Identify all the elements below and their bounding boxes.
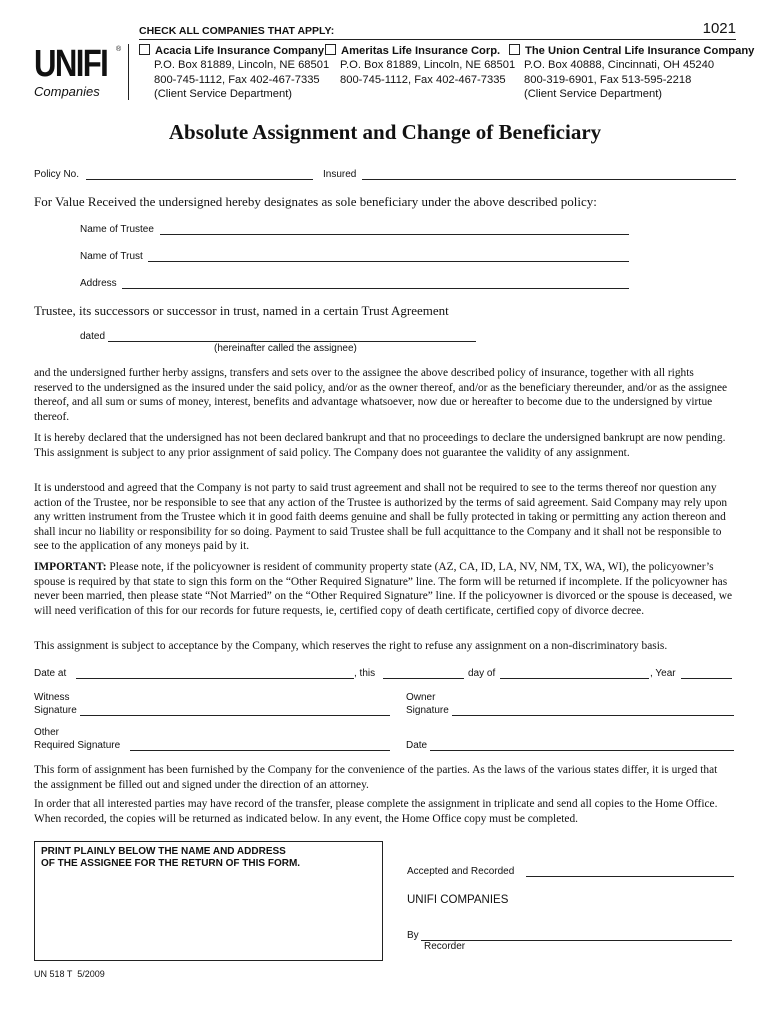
trustee-name-field[interactable]	[160, 234, 629, 235]
paragraph-attorney: This form of assignment has been furnished by the Company for the convenience of the parties. As the laws of the various states differ, it is urged that the assignment be filled out and signed under the direction of an attorney.	[34, 764, 718, 791]
assignee-return-box[interactable]	[34, 841, 383, 961]
witness-label: Witness	[34, 692, 70, 703]
day-field[interactable]	[383, 678, 464, 679]
company-name: Acacia Life Insurance Company	[155, 45, 325, 57]
date-at-field[interactable]	[76, 678, 354, 679]
owner-label: Owner	[406, 692, 436, 703]
recorder-field[interactable]	[421, 940, 732, 941]
month-field[interactable]	[500, 678, 649, 679]
paragraph-bankruptcy: It is hereby declared that the undersigned has not been declared bankrupt and that no proceedings to declare the undersigned bankrupt are now pending. This assignment is subject to any prior assignment of said policy. The Company does not guarantee the validity of any assignment.	[34, 432, 726, 459]
policy-no-label: Policy No.	[34, 169, 80, 180]
company-dept: (Client Service Department)	[154, 88, 293, 101]
important-text: Please note, if the policyowner is resident of community property state (AZ, CA, ID, LA, NV, NM, TX, WA, WI), the policyowner’s spouse is required by that state to sign this form on the “Other Required Signature” line. The form will be returned if incomplete. If the policyowner has never been married, then please state “Not Married” on the “Other Required Signature” line. If the policyowner is divorced or the spouse is deceased, we will need verification of this for our records for future requests, ie, certified copy of death certificate, certified copy of divorce decree.	[34, 561, 733, 617]
company-name: Ameritas Life Insurance Corp.	[341, 45, 501, 57]
company-phone: 800-319-6901, Fax 513-595-2218	[524, 73, 692, 86]
company-union-central	[509, 44, 754, 102]
owner-signature-label: Signature	[406, 705, 449, 716]
logo-registered: ®	[116, 46, 122, 53]
unifi-companies-label: UNIFI COMPANIES	[407, 894, 509, 906]
form-code: UN 518 T 5/2009	[34, 969, 105, 979]
company-address: P.O. Box 40888, Cincinnati, OH 45240	[524, 59, 715, 72]
important-label: IMPORTANT:	[34, 561, 107, 573]
paragraph-trustee-terms: It is understood and agreed that the Company is not party to said trust agreement and shall not be required to see to the terms thereof nor question any action of the Trustee, nor be responsible to see that any action of the Trustee is authorized by the terms of said agreement. Said Company may rely upon any written instrument from the Trustee which it in good faith deems genuine and shall be fully protected in taking or permitting any action thereon and shall incur no liability or responsibility for so doing. Payment to said Trustee shall be full acquittance to the Company and it shall not be responsible to see to the application of any moneys paid by it.	[34, 482, 728, 553]
header-rule	[139, 39, 736, 40]
witness-signature-field[interactable]	[80, 715, 390, 716]
checkbox-union-central[interactable]	[509, 44, 520, 55]
company-acacia	[139, 44, 329, 102]
dated-field[interactable]	[108, 341, 476, 342]
paragraph-assignment: and the undersigned further herby assigns, transfers and sets over to the assignee the above described policy of insurance, together with all rights reserved to the undersigned as the insured under the said policy, and/or as the owner thereof, and/or as the beneficiary thereunder, and/or as the assignee thereof, and all sum or sums of money, interest, benefits and advantage whatsoever, now due or hereafter to become due to the undersigned by virtue thereof.	[34, 367, 728, 423]
this-label: , this	[354, 668, 376, 679]
trust-name-field[interactable]	[148, 261, 629, 262]
insured-field[interactable]	[362, 179, 736, 180]
recorder-label: Recorder	[424, 941, 466, 952]
paragraph-triplicate: In order that all interested parties may have record of the transfer, please complete the assignment in triplicate and send all copies to the Home Office. When recorded, the copies will be returned as indicated below. In any event, the Home Office copy must be completed.	[34, 798, 718, 825]
trustee-statement: Trustee, its successors or successor in trust, named in a certain Trust Agreement	[34, 303, 449, 318]
witness-signature-label: Signature	[34, 705, 77, 716]
address-label: Address	[80, 278, 117, 289]
unifi-logo	[34, 44, 129, 104]
company-address: P.O. Box 81889, Lincoln, NE 68501	[154, 59, 330, 72]
other-signature-field[interactable]	[130, 750, 390, 751]
address-field[interactable]	[122, 288, 629, 289]
assignee-note: (hereinafter called the assignee)	[214, 343, 357, 354]
paragraph-acceptance: This assignment is subject to acceptance by the Company, which reserves the right to refuse any assignment on a non-discriminatory basis.	[34, 640, 668, 652]
page-title: Absolute Assignment and Change of Beneficiary	[168, 120, 602, 144]
date-label: Date	[406, 740, 428, 751]
year-label: , Year	[650, 668, 676, 679]
other-label: Other	[34, 727, 60, 738]
logo-wordmark: UNIFI	[34, 43, 108, 85]
company-phone: 800-745-1112, Fax 402-467-7335	[340, 73, 506, 86]
required-signature-label: Required Signature	[34, 740, 121, 751]
logo-divider	[128, 44, 129, 100]
company-address: P.O. Box 81889, Lincoln, NE 68501	[340, 59, 516, 72]
year-field[interactable]	[681, 678, 732, 679]
company-phone: 800-745-1112, Fax 402-467-7335	[154, 73, 320, 86]
accepted-recorded-label: Accepted and Recorded	[407, 866, 515, 877]
trust-name-label: Name of Trust	[80, 251, 143, 262]
date-field[interactable]	[430, 750, 734, 751]
checkbox-ameritas[interactable]	[325, 44, 336, 55]
day-of-label: day of	[468, 668, 496, 679]
trustee-name-label: Name of Trustee	[80, 224, 154, 235]
print-box-line1: PRINT PLAINLY BELOW THE NAME AND ADDRESS	[41, 846, 286, 857]
paragraph-important	[34, 560, 734, 618]
owner-signature-field[interactable]	[452, 715, 734, 716]
company-name: The Union Central Life Insurance Company	[525, 45, 755, 57]
logo-companies: Companies	[34, 84, 100, 99]
insured-label: Insured	[323, 169, 357, 180]
date-at-label: Date at	[34, 668, 67, 679]
intro-text: For Value Received the undersigned hereby designates as sole beneficiary under the above described policy:	[34, 194, 597, 209]
by-label: By	[407, 930, 419, 941]
policy-no-field[interactable]	[86, 179, 313, 180]
company-dept: (Client Service Department)	[524, 88, 663, 101]
company-ameritas	[325, 44, 515, 87]
dated-label: dated	[80, 331, 106, 342]
check-all-heading: CHECK ALL COMPANIES THAT APPLY:	[139, 25, 335, 37]
print-box-line2: OF THE ASSIGNEE FOR THE RETURN OF THIS FORM.	[41, 858, 301, 869]
checkbox-acacia[interactable]	[139, 44, 150, 55]
form-number: 1021	[702, 20, 736, 37]
accepted-recorded-field[interactable]	[526, 876, 734, 877]
